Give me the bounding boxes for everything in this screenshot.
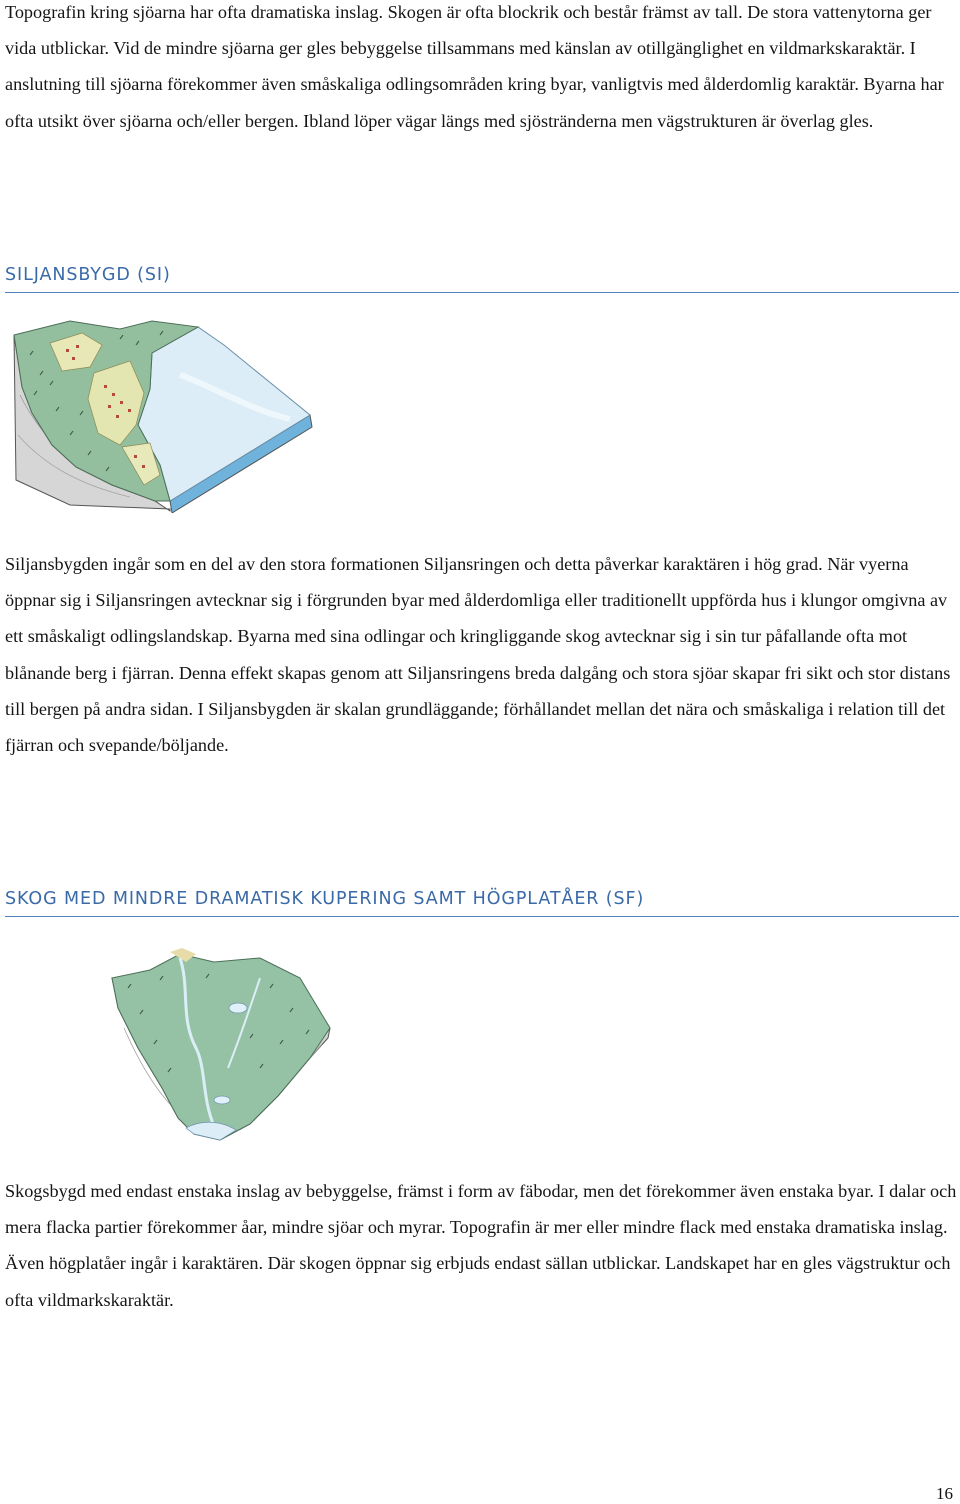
landscape-block-lake-villages-icon — [10, 315, 315, 513]
intro-paragraph: Topografin kring sjöarna har ofta dramatiska inslag. Skogen är ofta blockrik och består främst av tall. De stora vattenytorna ger vida utblickar. Vid de mindre sjöarna ger gles bebyggelse tillsammans med känslan av otillgänglighet en vildmarkskaraktär. I anslutning till sjöarna förekommer även småskaliga odlingsområden kring byar, vanligtvis med ålderdomlig karaktär. Byarna har ofta utsikt över sjöarna och/eller bergen. Ibland löper vägar längs med sjöstränderna men vägstrukturen är överlag gles. — [5, 2, 944, 131]
page-number: 16 — [936, 1484, 953, 1503]
section-paragraph-siljansbygd: Siljansbygden ingår som en del av den stora formationen Siljansringen och detta påverkar karaktären i hög grad. När vyerna öppnar sig i Siljansringen avtecknar sig i förgrunden byar med ålderdomliga eller traditionellt uppförda hus i klungor omgivna av ett småskaligt odlingslandskap. Byarna med sina odlingar och kringliggande skog avtecknar sig i sin tur påfallande ofta mot blånande berg i fjärran. Denna effekt skapas genom att Siljansringens breda dalgång och stora sjöar skapar fri sikt och stor distans till bergen på andra sidan. I Siljansbygden är skalan grundläggande; förhållandet mellan det nära och småskaliga i relation till det fjärran och svepande/böljande. — [5, 554, 951, 756]
section-heading-siljansbygd: SILJANSBYGD (SI) — [5, 265, 171, 285]
section-paragraph-skog: Skogsbygd med endast enstaka inslag av bebyggelse, främst i form av fäbodar, men det förekommer även enstaka byar. I dalar och mera flacka partier förekommer åar, mindre sjöar och myrar. Topografin är mer eller mindre flack med enstaka dramatiska inslag. Även högplatåer ingår i karaktären. Där skogen öppnar sig erbjuds endast sällan utblickar. Landskapet har en gles vägstruktur och ofta vildmarkskaraktär. — [5, 1181, 957, 1310]
landscape-block-forest-valley-icon — [110, 948, 335, 1143]
heading-divider — [5, 916, 959, 917]
heading-divider — [5, 292, 959, 293]
section-heading-skog: SKOG MED MINDRE DRAMATISK KUPERING SAMT HÖGPLATÅER (SF) — [5, 889, 645, 909]
